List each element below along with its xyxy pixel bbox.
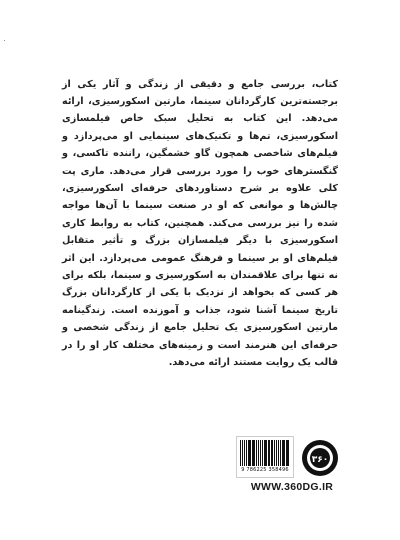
publisher-360-logo <box>300 438 340 478</box>
edge-mark <box>4 40 5 41</box>
logo-number: ۳۶۰ <box>311 455 329 465</box>
back-cover-footer <box>236 436 348 500</box>
isbn-barcode <box>236 436 294 478</box>
description-paragraph: کتاب، بررسی جامع و دقیقی از زندگی و آثار یکی از برجسته‌ترین کارگردانان سینما، مارتین اسکورسیزی، ارائه می‌دهد. این کتاب به تحلیل سبک خاص فیلمسازی اسکورسیزی، تم‌ها و تکنیک‌های سینمایی او می‌پردازد و فیلم‌های شاخصی همچون گاو خشمگین، راننده تاکسی، و گنگسترهای خوب را مورد بررسی قرار می‌دهد. ماری پت کلی علاوه بر شرح دستاوردهای حرفه‌ای اسکورسیزی، چالش‌ها و موانعی که او در صنعت سینما با آن‌ها مواجه شده را نیز بررسی می‌کند. همچنین، کتاب به روابط کاری اسکورسیزی با دیگر فیلمسازان بزرگ و تأثیر متقابل فیلم‌های او بر سینما و فرهنگ عمومی می‌پردازد. این اثر نه تنها برای علاقمندان به اسکورسیزی و سینما، بلکه برای هر کسی که بخواهد از نزدیک با یکی از کارگردانان بزرگ تاریخ سینما آشنا شود، جذاب و آموزنده است. زندگینامه مارتین اسکورسیزی یک تحلیل جامع از زندگی شخصی و حرفه‌ای این هنرمند است و زمینه‌های مختلف کار او را در قالب یک روایت مستند ارائه می‌دهد. <box>62 78 338 369</box>
logo-sublabel: نشر <box>316 443 324 448</box>
website-url: WWW.360DG.IR <box>250 481 334 493</box>
isbn-number: 9 786225 358496 <box>241 467 289 473</box>
barcode-bars <box>240 440 290 466</box>
